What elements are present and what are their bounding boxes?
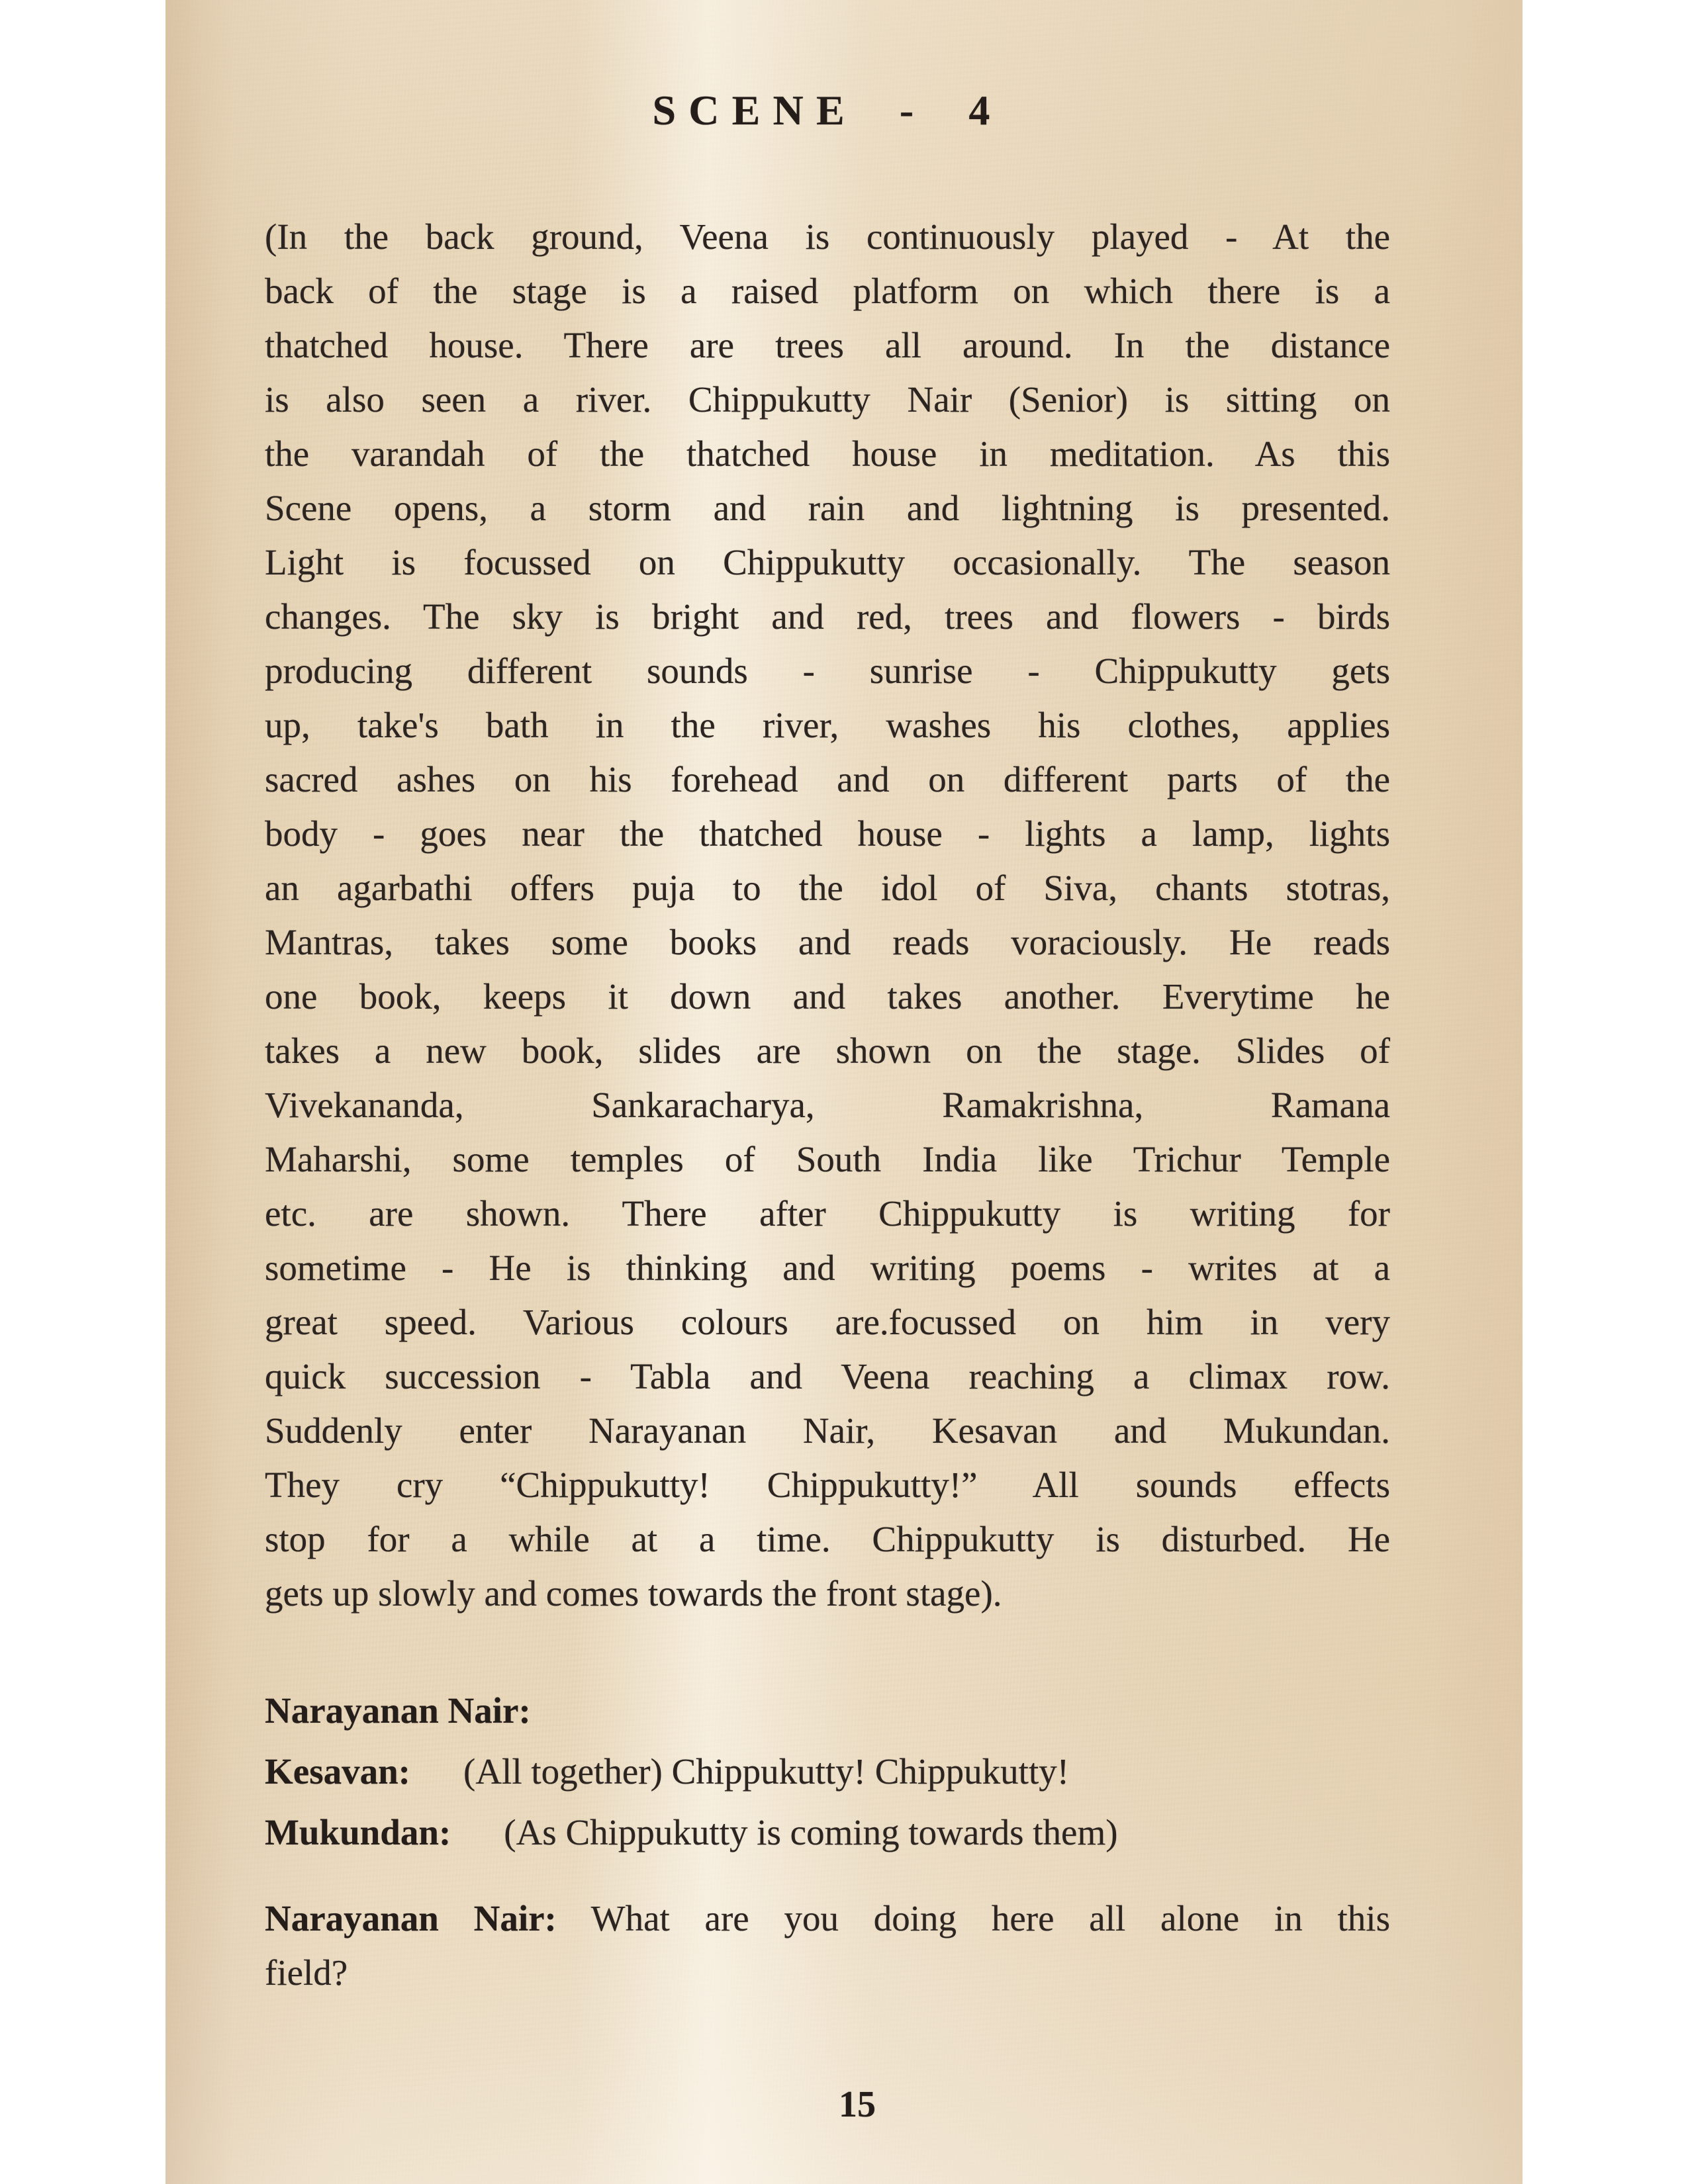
stage-direction-line: sacred ashes on his forehead and on different parts of the bbox=[265, 759, 1390, 799]
stage-direction-line: (In the back ground, Veena is continuously played - At the bbox=[265, 216, 1390, 257]
stage-direction-line: Suddenly enter Narayanan Nair, Kesavan and Mukundan. bbox=[265, 1410, 1390, 1451]
stage-direction-line: up, take's bath in the river, washes his clothes, applies bbox=[265, 705, 1390, 745]
stage-direction-line: one book, keeps it down and takes another. Everytime he bbox=[265, 976, 1390, 1017]
stage-direction-line: gets up slowly and comes towards the front stage). bbox=[265, 1573, 1002, 1614]
scene-heading: SCENE - 4 bbox=[652, 87, 1003, 134]
speaker-name: Mukundan: bbox=[265, 1812, 451, 1852]
stage-direction-line: body - goes near the thatched house - lights a lamp, lights bbox=[265, 813, 1390, 854]
dialogue-block-simultaneous bbox=[265, 1684, 1390, 1860]
dialogue-text-continued: field? bbox=[265, 1952, 348, 1993]
speaker-name: Narayanan Nair: bbox=[265, 1898, 557, 1938]
stage-direction-line: the varandah of the thatched house in meditation. As this bbox=[265, 433, 1390, 474]
stage-direction-line: Scene opens, a storm and rain and lightning is presented. bbox=[265, 488, 1390, 528]
stage-direction-line: stop for a while at a time. Chippukutty is disturbed. He bbox=[265, 1519, 1390, 1559]
stage-direction-line: producing different sounds - sunrise - Chippukutty gets bbox=[265, 651, 1390, 691]
stage-direction-line: quick succession - Tabla and Veena reaching a climax row. bbox=[265, 1356, 1390, 1396]
dialogue-line bbox=[265, 1745, 1390, 1799]
dialogue-text: What are you doing here all alone in this bbox=[590, 1898, 1390, 1938]
stage-direction-line: great speed. Various colours are.focussed on him in very bbox=[265, 1302, 1390, 1342]
dialogue-text: (As Chippukutty is coming towards them) bbox=[504, 1812, 1118, 1852]
stage-direction-line: thatched house. There are trees all around. In the distance bbox=[265, 325, 1390, 365]
stage-direction-line: Maharshi, some temples of South India like Trichur Temple bbox=[265, 1139, 1390, 1179]
page-content bbox=[165, 0, 1523, 2184]
speaker-name: Kesavan: bbox=[265, 1751, 410, 1792]
stage-direction-line: changes. The sky is bright and red, trees and flowers - birds bbox=[265, 596, 1390, 637]
dialogue-line bbox=[265, 1891, 1390, 1946]
stage-direction-line: an agarbathi offers puja to the idol of Siva, chants stotras, bbox=[265, 868, 1390, 908]
stage-direction-line: sometime - He is thinking and writing poems - writes at a bbox=[265, 1248, 1390, 1288]
book-page bbox=[165, 0, 1523, 2184]
stage-direction-line: takes a new book, slides are shown on the stage. Slides of bbox=[265, 1030, 1390, 1071]
dialogue-text: (All together) Chippukutty! Chippukutty! bbox=[463, 1751, 1070, 1792]
stage-direction-paragraph bbox=[265, 210, 1390, 1621]
page-number: 15 bbox=[839, 2084, 876, 2125]
stage-direction-line: back of the stage is a raised platform on which there is a bbox=[265, 271, 1390, 311]
stage-direction-line: Vivekananda, Sankaracharya, Ramakrishna, Ramana bbox=[265, 1085, 1390, 1125]
stage-direction-line: They cry “Chippukutty! Chippukutty!” All sounds effects bbox=[265, 1465, 1390, 1505]
dialogue-line bbox=[265, 1684, 1390, 1738]
stage-direction-line: etc. are shown. There after Chippukutty is writing for bbox=[265, 1193, 1390, 1234]
dialogue-line bbox=[265, 1805, 1390, 1860]
stage-direction-line: Light is focussed on Chippukutty occasionally. The season bbox=[265, 542, 1390, 582]
dialogue-block-question bbox=[265, 1891, 1390, 2000]
stage-direction-line: is also seen a river. Chippukutty Nair (Senior) is sitting on bbox=[265, 379, 1390, 420]
stage-direction-line: Mantras, takes some books and reads voraciously. He reads bbox=[265, 922, 1390, 962]
speaker-name: Narayanan Nair: bbox=[265, 1690, 531, 1731]
